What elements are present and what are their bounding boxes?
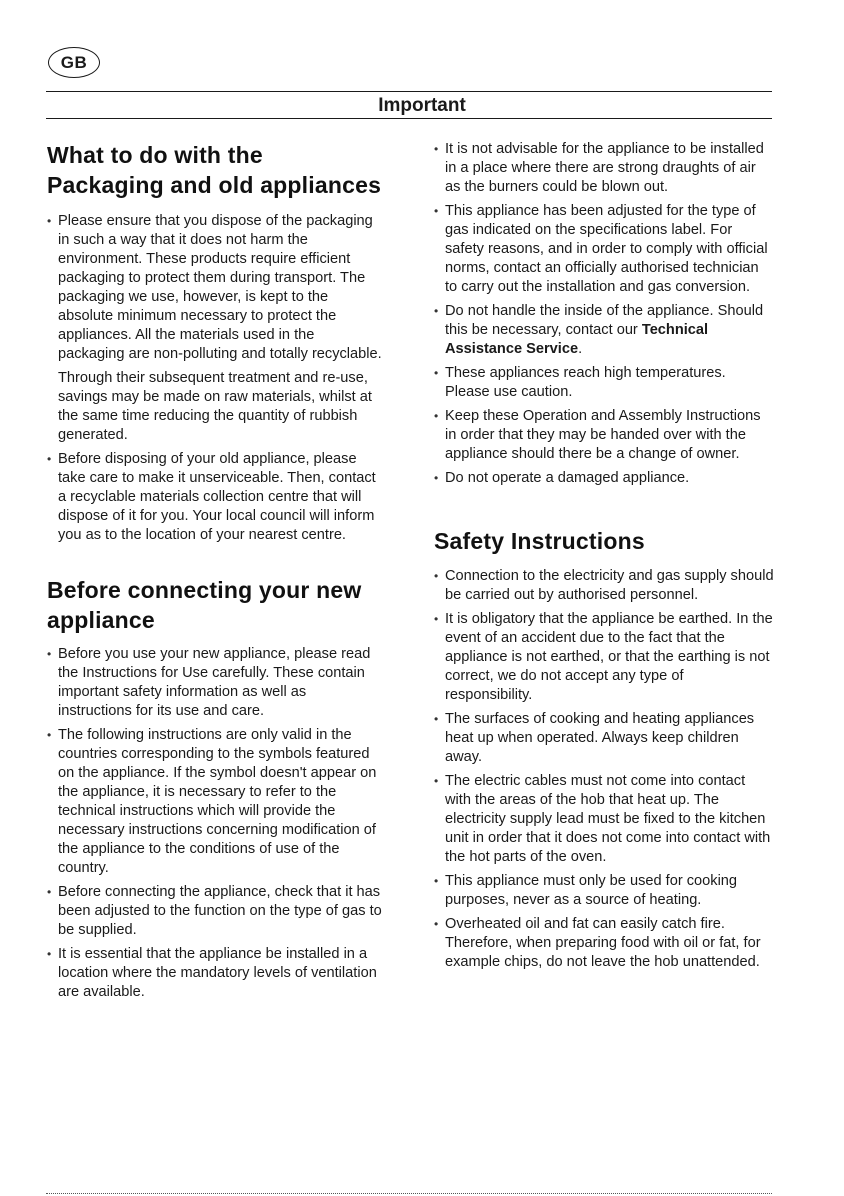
list-item: • It is essential that the appliance be installed in a location where the mandatory levels of ventilation are available. bbox=[47, 945, 382, 1002]
before-connecting-list bbox=[47, 645, 382, 1002]
list-item: • The electric cables must not come into contact with the areas of the hob that heat up. The electricity supply lead must be fixed to the kitchen unit in order that it does not come into contact with the hot parts of the oven. bbox=[434, 772, 774, 867]
packaging-paragraph: Through their subsequent treatment and re-use, savings may be made on raw materials, whilst at the same time reducing the quantity of rubbish generated. bbox=[58, 370, 372, 443]
safety-list bbox=[434, 567, 774, 972]
item-end: . bbox=[578, 341, 583, 357]
list-item: • It is obligatory that the appliance be earthed. In the event of an accident due to the fact that the appliance is not earthed, or that the earthing is not correct, we do not accept any type of responsibility. bbox=[434, 610, 774, 705]
list-item: • The surfaces of cooking and heating appliances heat up when operated. Always keep children away. bbox=[434, 710, 774, 767]
list-item: • Keep these Operation and Assembly Instructions in order that they may be handed over with the appliance should there be a change of owner. bbox=[434, 407, 774, 464]
right-column bbox=[434, 140, 774, 977]
packaging-list bbox=[47, 212, 382, 364]
list-item: • This appliance must only be used for cooking purposes, never as a source of heating. bbox=[434, 872, 774, 910]
country-badge: GB bbox=[48, 47, 100, 78]
packaging-list-2 bbox=[47, 450, 382, 545]
technical-assistance-service: Technical Assistance Service bbox=[445, 322, 709, 357]
list-item: • These appliances reach high temperatures. Please use caution. bbox=[434, 364, 774, 402]
list-item: • Before disposing of your old appliance, please take care to make it unserviceable. Then, contact a recyclable materials collection centre that will dispose of it for you. Your local council will inform you as to the location of your nearest centre. bbox=[47, 450, 382, 545]
list-item bbox=[434, 302, 774, 359]
list-item: • Before you use your new appliance, please read the Instructions for Use carefully. These contain important safety information as well as instructions for its use and care. bbox=[47, 645, 382, 721]
safety-heading: Safety Instructions bbox=[434, 528, 645, 554]
header-rule-top bbox=[46, 91, 772, 92]
list-item: • It is not advisable for the appliance to be installed in a place where there are strong draughts of air as the burners could be blown out. bbox=[434, 140, 774, 197]
before-connecting-heading: Before connecting your new appliance bbox=[47, 577, 362, 633]
packaging-heading: What to do with the Packaging and old appliances bbox=[47, 142, 382, 198]
item-text: Do not handle the inside of the appliance. Should this be necessary, contact our bbox=[445, 303, 764, 338]
list-item: • Please ensure that you dispose of the packaging in such a way that it does not harm the environment. These products require efficient packaging to protect them during transport. The packaging we use, however, is kept to the absolute minimum necessary to protect the appliances. All the materials used in the packaging are non-polluting and totally recyclable. bbox=[47, 212, 382, 364]
list-item: • This appliance has been adjusted for the type of gas indicated on the specifications label. For safety reasons, and in order to comply with official norms, contact an officially authorised technician to carry out the installation and gas conversion. bbox=[434, 202, 774, 297]
footer-rule bbox=[46, 1193, 772, 1194]
list-item: • Do not operate a damaged appliance. bbox=[434, 469, 774, 488]
list-item: • Connection to the electricity and gas supply should be carried out by authorised personnel. bbox=[434, 567, 774, 605]
header-rule-bottom bbox=[46, 118, 772, 119]
important-list bbox=[434, 140, 774, 488]
list-item: • Overheated oil and fat can easily catch fire. Therefore, when preparing food with oil or fat, for example chips, do not leave the hob unattended. bbox=[434, 915, 774, 972]
list-item: • The following instructions are only valid in the countries corresponding to the symbols featured on the appliance. If the symbol doesn't appear on the appliance, it is necessary to refer to the technical instructions which will provide the necessary instructions concerning modification of the appliance to the conditions of use of the country. bbox=[47, 726, 382, 878]
page-title: Important bbox=[378, 95, 466, 116]
list-item: • Before connecting the appliance, check that it has been adjusted to the function on the type of gas to be supplied. bbox=[47, 883, 382, 940]
left-column bbox=[47, 140, 382, 1007]
